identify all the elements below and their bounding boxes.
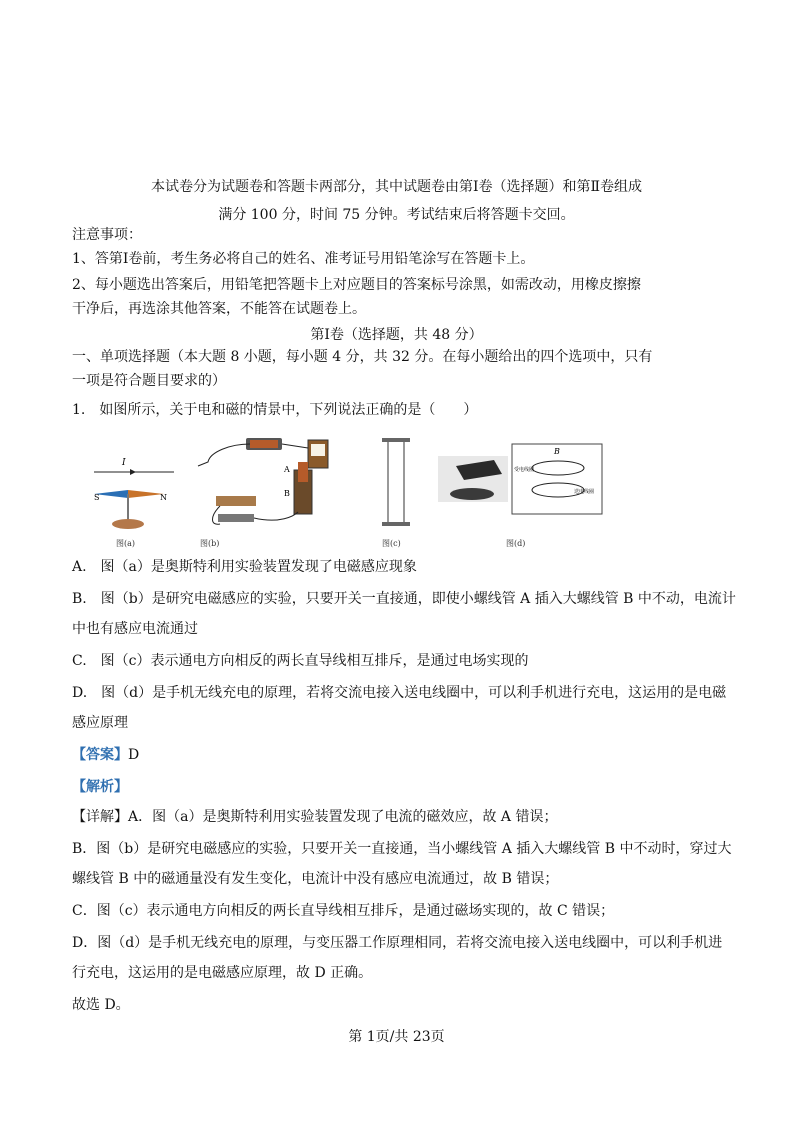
notice-item-1: 1、答第Ⅰ卷前，考生务必将自己的姓名、准考证号用铅笔涂写在答题卡上。	[72, 251, 535, 267]
section-heading: 一、单项选择题（本大题 8 小题，每小题 4 分，共 32 分。在每小题给出的四个选项中，只有	[72, 349, 653, 365]
figure-a-illustration	[88, 432, 178, 552]
figure-b-illustration	[190, 432, 330, 552]
figure-c-illustration	[376, 432, 416, 552]
conclusion: 故选 D。	[72, 997, 130, 1013]
caption-d: 图(d)	[506, 539, 526, 548]
label-current: I	[122, 458, 126, 468]
option-d: D. 图（d）是手机无线充电的原理，若将交流电接入送电线圈中，可以利手机进行充电，这运用的是电磁	[72, 685, 727, 701]
option-a: A. 图（a）是奥斯特利用实验装置发现了电磁感应现象	[72, 559, 417, 575]
answer-value: D	[128, 747, 140, 763]
label-n: N	[160, 493, 167, 502]
detail-d-cont: 行充电，这运用的是电磁感应原理，故 D 正确。	[72, 965, 373, 981]
section-title: 第Ⅰ卷（选择题，共 48 分）	[310, 327, 483, 343]
notice-item-2: 2、每小题选出答案后，用铅笔把答题卡上对应题目的答案标号涂黑，如需改动，用橡皮擦擦	[72, 277, 641, 293]
detail-c: C．图（c）表示通电方向相反的两长直导线相互排斥，是通过磁场实现的，故 C 错误；	[72, 903, 615, 919]
figure-d	[436, 432, 606, 552]
label-a: A	[284, 465, 290, 474]
figure-d-illustration	[436, 432, 606, 552]
caption-a: 图(a)	[116, 539, 136, 548]
notice-title: 注意事项：	[72, 227, 142, 243]
option-d-cont: 感应原理	[72, 715, 128, 731]
label-receive-coil: 受电线圈	[514, 467, 535, 473]
option-c: C. 图（c）表示通电方向相反的两长直导线相互排斥，是通过电场实现的	[72, 653, 529, 669]
detail-d: D．图（d）是手机无线充电的原理，与变压器工作原理相同，若将交流电接入送电线圈中，可以利手机进	[72, 935, 723, 951]
notice-item-2-cont: 干净后，再选涂其他答案，不能答在试题卷上。	[72, 301, 366, 317]
analysis-row	[72, 778, 128, 796]
analysis-label: 【解析】	[72, 779, 128, 795]
caption-c: 图(c)	[382, 539, 401, 548]
question-stem: 1. 如图所示，关于电和磁的情景中，下列说法正确的是（ ）	[72, 402, 478, 418]
detail-a: A．图（a）是奥斯特利用实验装置发现了电流的磁效应，故 A 错误；	[128, 809, 558, 825]
label-field-b: B	[554, 447, 560, 456]
caption-b: 图(b)	[200, 539, 220, 548]
header-line-1: 本试卷分为试题卷和答题卡两部分，其中试题卷由第Ⅰ卷（选择题）和第Ⅱ卷组成	[150, 179, 643, 195]
detail-label: 【详解】	[72, 809, 128, 825]
detail-row-1	[72, 808, 557, 826]
section-heading-cont: 一项是符合题目要求的）	[72, 373, 226, 389]
figure-c	[376, 432, 416, 552]
option-b-cont: 中也有感应电流通过	[72, 621, 198, 637]
answer-label: 【答案】	[72, 747, 128, 763]
label-s: S	[94, 493, 100, 502]
header-line-2: 满分 100 分，时间 75 分钟。考试结束后将答题卡交回。	[218, 207, 575, 223]
answer-row	[72, 746, 139, 764]
label-b: B	[284, 489, 290, 498]
option-b: B. 图（b）是研究电磁感应的实验，只要开关一直接通，即使小螺线管 A 插入大螺线管 B 中不动，电流计	[72, 591, 736, 607]
figure-a	[88, 432, 178, 552]
detail-b: B．图（b）是研究电磁感应的实验，只要开关一直接通，当小螺线管 A 插入大螺线管 B 中不动时，穿过大	[72, 841, 732, 857]
page-footer: 第 1页/共 23页	[348, 1029, 445, 1045]
label-send-coil: 送电线圈	[574, 489, 595, 495]
detail-b-cont: 螺线管 B 中的磁通量没有发生变化，电流计中没有感应电流通过，故 B 错误；	[72, 871, 559, 887]
figure-b	[190, 432, 330, 552]
